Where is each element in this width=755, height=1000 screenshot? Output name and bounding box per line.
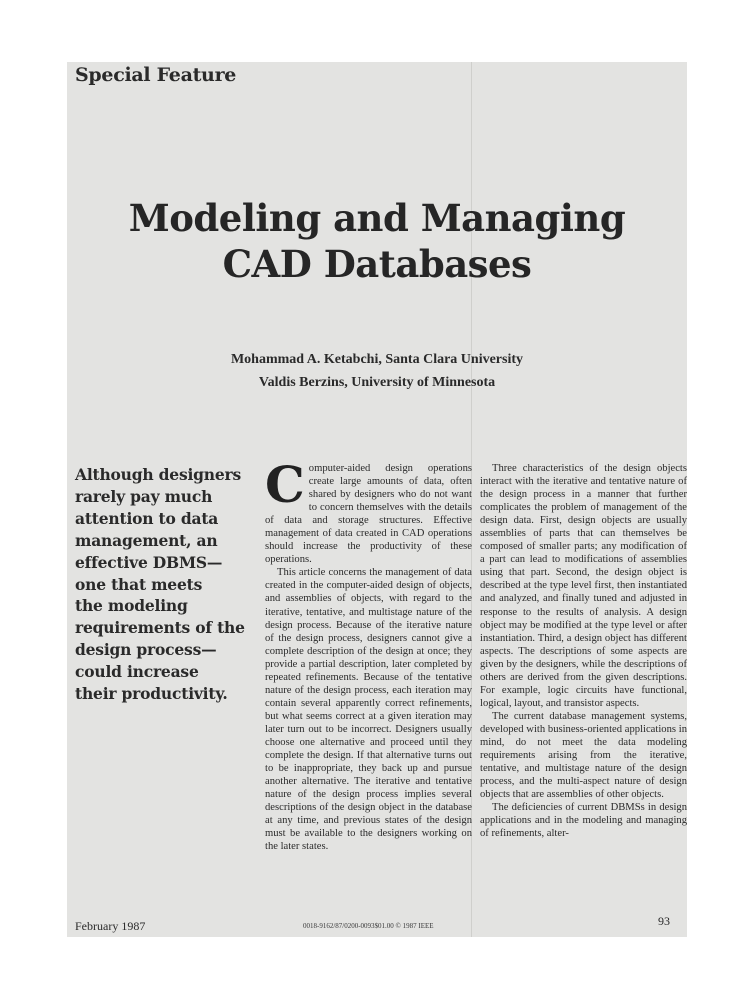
body-column-2 bbox=[480, 462, 687, 840]
pull-quote-line: their productivity. bbox=[75, 684, 228, 704]
section-label: Special Feature bbox=[75, 64, 237, 86]
drop-cap: C bbox=[265, 455, 305, 514]
pull-quote-line: the modeling bbox=[75, 596, 188, 616]
article-title bbox=[67, 195, 687, 287]
body-paragraph: Three characteristics of the design objects interact with the iterative and tentative nature of the design process in a manner that further complicates the problem of management of the design data. First, design objects are usually assemblies of parts that can themselves be composed of smaller parts; any modification of a part can lead to modifications of assemblies using that part. Second, the design object is described at the type level first, then instantiated and analyzed, and finally tuned and adjusted in response to the results of analysis. A design object may be modified at the type level or after instantiation. Third, a design object has different aspects. The descriptions of some aspects are given by the designers, while the descriptions of others are derived from the given descriptions. For example, logic circuits have functional, logical, layout, and transistor aspects. bbox=[480, 463, 687, 709]
author-list bbox=[67, 348, 687, 394]
author-2: Valdis Berzins, University of Minnesota bbox=[258, 375, 496, 390]
body-column-1 bbox=[265, 455, 472, 853]
body-paragraph bbox=[265, 455, 472, 566]
journal-page bbox=[67, 62, 687, 937]
footer-date: February 1987 bbox=[75, 919, 146, 933]
pull-quote-line: effective DBMS— bbox=[75, 552, 223, 572]
body-paragraph: The current database management systems, developed with business-oriented applications in mind, do not meet the data modeling requirements arising from the iterative, tentative, and multistage nature of the design process, and the multi-aspect nature of design objects that are assemblies of other objects. bbox=[480, 710, 687, 801]
body-paragraph: This article concerns the management of data created in the computer-aided design of objects, and assemblies of objects, with regard to the iterative, tentative, and multistage nature of the design process. Because of the iterative nature of the design process, designers cannot give a complete description of the design at once; they provide a partial description, later completed by repeated refinements. Because of the tentative nature of the design process, each iteration may contain several apparently correct refinements, but what seems correct at a given iteration may later turn out to be incorrect. Designers usually choose one alternative and proceed until they complete the design. If that alternative turns out to be inappropriate, they back up and pursue another alternative. The iterative and tentative nature of the design process implies several descriptions of the design object in the database at any time, and previous states of the design must be available to the designers working on the later states. bbox=[265, 567, 472, 853]
author-1: Mohammad A. Ketabchi, Santa Clara University bbox=[230, 352, 524, 367]
footer-copyright-code: 0018-9162/87/0200-0093$01.00 © 1987 IEEE bbox=[303, 922, 434, 930]
pull-quote-line: management, an bbox=[75, 530, 218, 550]
body-paragraph: The deficiencies of current DBMSs in design applications and in the modeling and managing of refinements, alter- bbox=[480, 802, 687, 840]
pull-quote-line: rarely pay much bbox=[75, 486, 213, 506]
title-line-1: Modeling and Managing bbox=[128, 196, 626, 240]
pull-quote-line: could increase bbox=[75, 662, 199, 682]
pull-quote bbox=[75, 464, 265, 705]
pull-quote-line: Although designers bbox=[75, 465, 242, 484]
pull-quote-line: requirements of the bbox=[75, 618, 245, 638]
pull-quote-line: one that meets bbox=[75, 574, 203, 594]
pull-quote-line: design process— bbox=[75, 640, 217, 660]
pull-quote-line: attention to data bbox=[75, 508, 219, 528]
title-line-2: CAD Databases bbox=[222, 242, 532, 286]
page-number: 93 bbox=[658, 914, 670, 928]
paragraph-text: omputer-aided design operations create large amounts of data, often shared by designers who do not want to concern themselves with the details of data and storage structures. Effective management of data created in CAD operations should increase the productivity of these operations. bbox=[265, 463, 472, 566]
